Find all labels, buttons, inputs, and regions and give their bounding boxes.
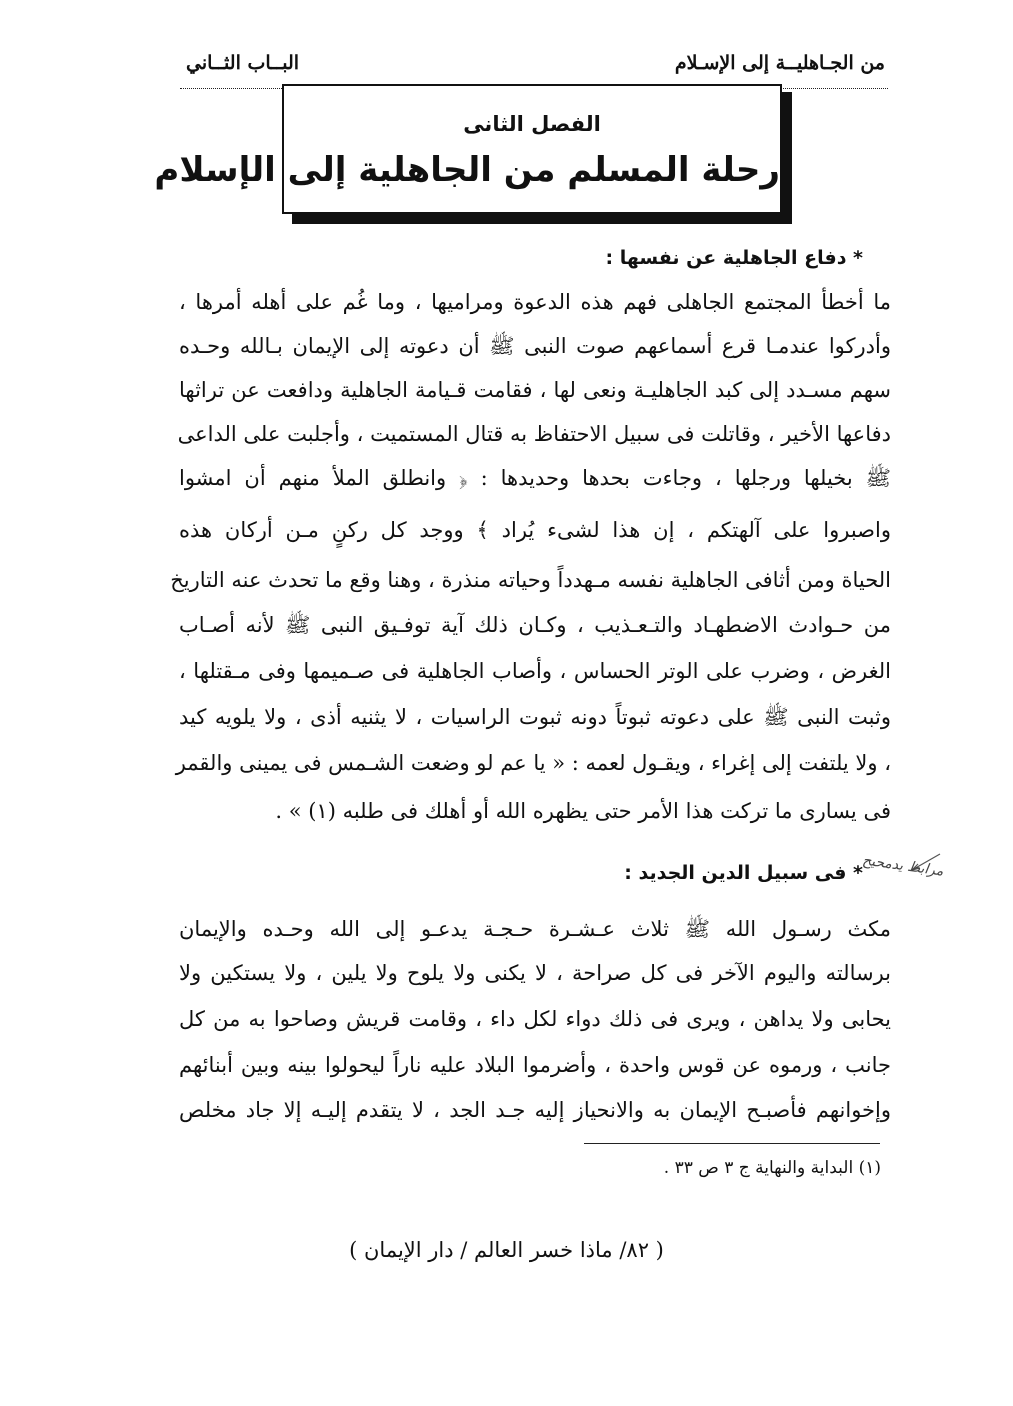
- paragraph-line: ما أخطأ المجتمع الجاهلى فهم هذه الدعوة ومراميها ، وما غُم على أهله أمرها ،: [179, 290, 891, 314]
- paragraph-line: وأدركوا عندمـا قرع أسماعهم صوت النبى ﷺ أن دعوته إلى الإيمان بـالله وحـده: [179, 334, 891, 358]
- paragraph-line: الحياة ومن أثافى الجاهلية نفسه مـهدداً وحياته منذرة ، وهنا وقع ما تحدث عنه التاريخ: [170, 568, 891, 592]
- page-footer: ( ٨٢/ ماذا خسر العالم / دار الإيمان ): [349, 1238, 664, 1262]
- footnote-rule: [584, 1143, 880, 1144]
- section-heading: * فى سبيل الدين الجديد :: [624, 862, 863, 884]
- paragraph-line: برسالته واليوم الآخر فى كل صراحة ، لا يكنى ولا يلوح ولا يلين ، ولا يستكين ولا: [179, 961, 891, 985]
- paragraph-line: جانب ، ورموه عن قوس واحدة ، وأضرموا البلاد عليه ناراً ليحولوا بينه وبين أبنائهم: [179, 1053, 891, 1077]
- paragraph-line: وثبت النبى ﷺ على دعوته ثبوتاً دونه ثبوت الراسيات ، لا يثنيه أذى ، ولا يلويه كيد: [179, 705, 891, 729]
- paragraph-line: سهم مسـدد إلى كبد الجاهليـة ونعى لها ، فقامت قـيامة الجاهلية ودافعت عن تراثها: [179, 378, 891, 402]
- paragraph-line: الغرض ، وضرب على الوتر الحساس ، وأصاب الجاهلية فى صـميمها وفى مـقتلها ،: [179, 659, 891, 683]
- running-header-chapter-part: البــاب الثــاني: [186, 52, 300, 74]
- paragraph-line: مكث رسـول الله ﷺ ثلاث عـشـرة حـجـة يدعـو إلى الله وحـده والإيمان: [179, 917, 891, 941]
- footnote: (١) البداية والنهاية ج ٣ ص ٣٣ .: [663, 1158, 881, 1178]
- margin-handwritten-note: مرابط يدمحيح: [861, 852, 945, 880]
- paragraph-line: واصبروا على آلهتكم ، إن هذا لشىء يُراد ﴾ ووجد كل ركنٍ مـن أركان هذه: [179, 518, 891, 542]
- paragraph-line: ، ولا يلتفت إلى إغراء ، ويقـول لعمه : « يا عم لو وضعت الشـمس فى يمينى والقمر: [175, 751, 891, 775]
- paragraph-line: دفاعها الأخير ، وقاتلت فى سبيل الاحتفاظ به قتال المستميت ، وأجلبت على الداعى: [177, 422, 891, 446]
- chapter-label: الفصل الثانى: [463, 112, 601, 136]
- paragraph-line: وإخوانهم فأصبـح الإيمان به والانحياز إليه جـد الجد ، لا يتقدم إليـه إلا جاد مخلص: [179, 1098, 891, 1122]
- section-heading: * دفاع الجاهلية عن نفسها :: [605, 247, 863, 269]
- paragraph-line: يحابى ولا يداهن ، ويرى فى ذلك دواء لكل داء ، وقامت قريش وصاحوا به من كل: [179, 1007, 891, 1031]
- paragraph-line: من حـوادث الاضطهـاد والتـعـذيب ، وكـان ذلك آية توفـيق النبى ﷺ لأنه أصـاب: [179, 613, 891, 637]
- chapter-title-box: [154, 84, 782, 214]
- running-header-book-title: من الجـاهليــة إلى الإسـلام: [674, 52, 885, 74]
- paragraph-line: فى يسارى ما تركت هذا الأمر حتى يظهره الله أو أهلك فى طلبه (١) » .: [275, 799, 891, 823]
- chapter-title: رحلة المسلم من الجاهلية إلى الإسلام: [154, 150, 780, 190]
- paragraph-line: ﷺ بخيلها ورجلها ، وجاءت بحدها وحديدها : ﴿ وانطلق الملأ منهم أن امشوا: [179, 466, 891, 490]
